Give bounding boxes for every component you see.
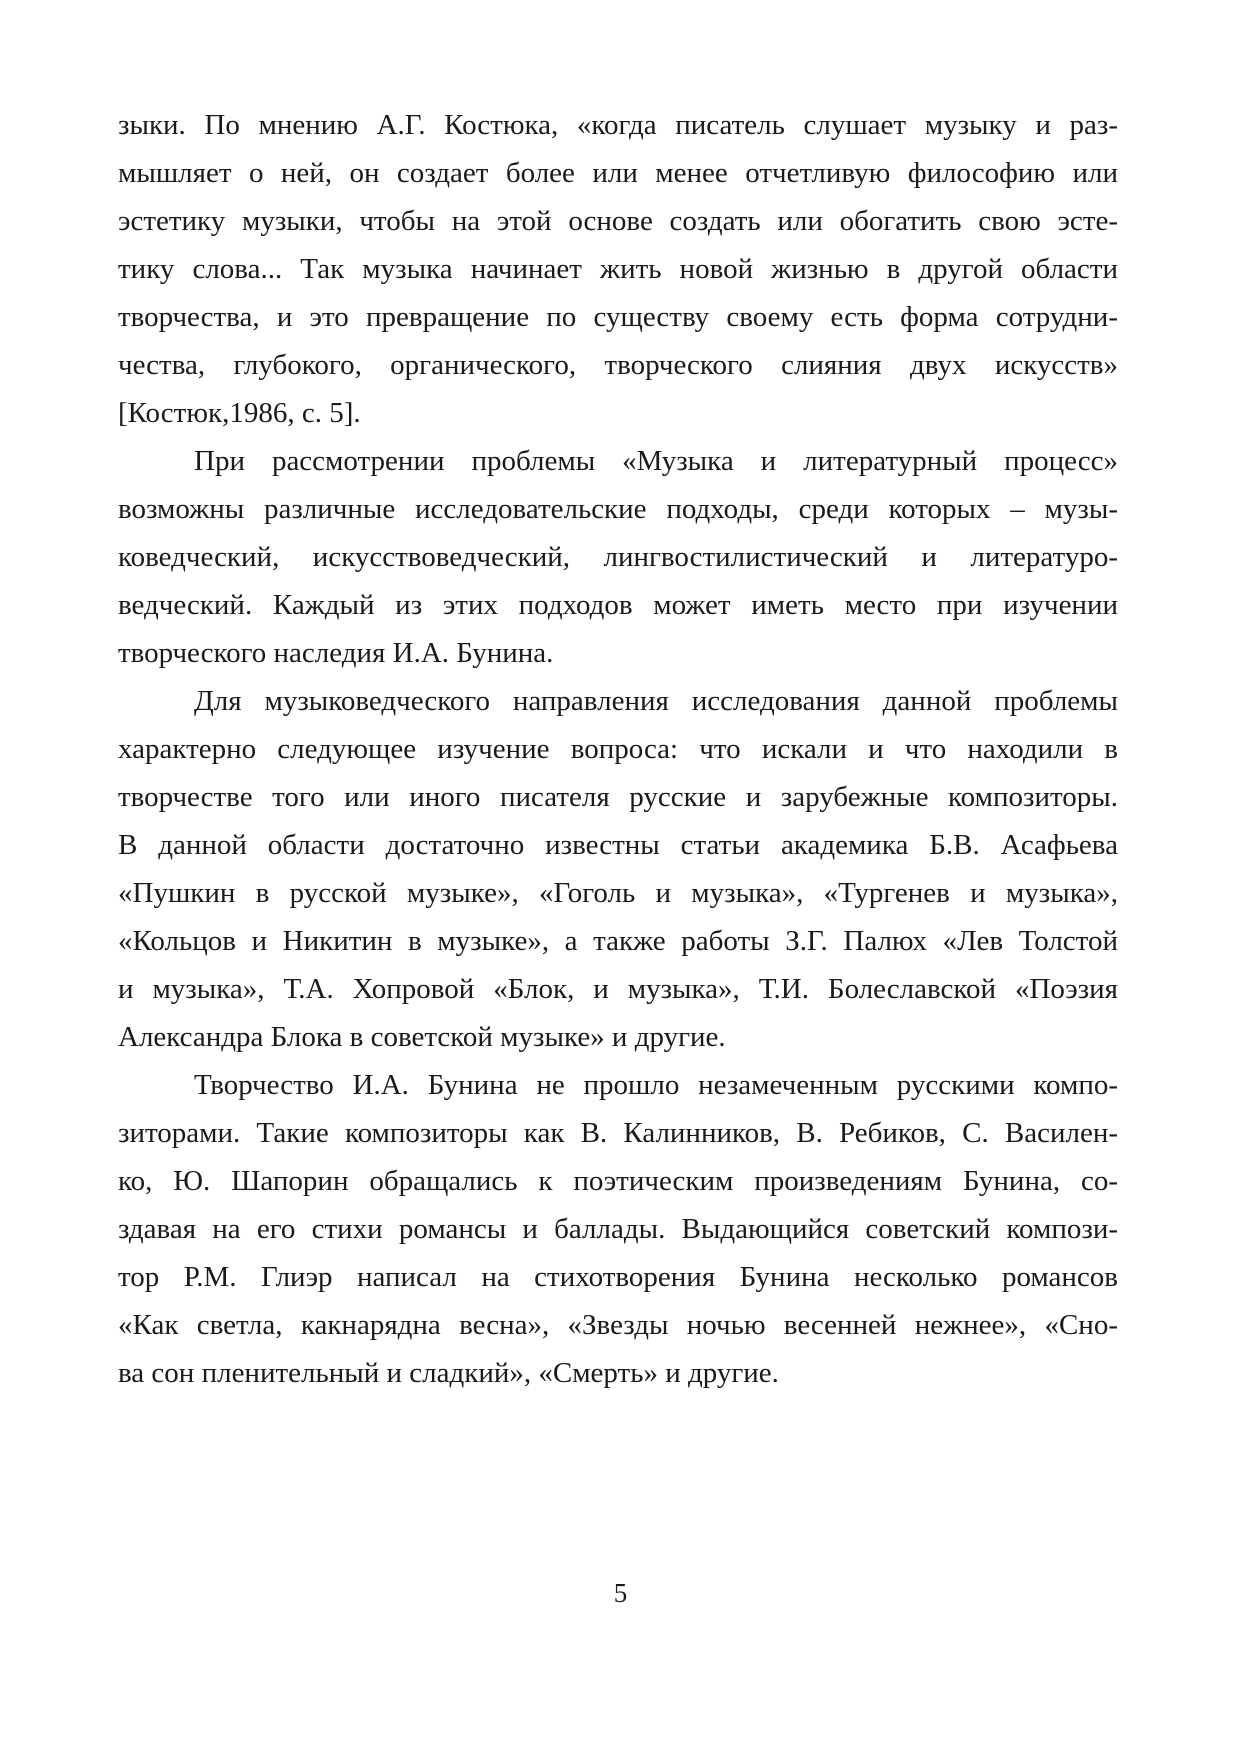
paragraph-first-line: При рассмотрении проблемы «Музыка и литературный процесс» — [194, 445, 1118, 477]
text-line: возможны различные исследовательские подходы, среди которых – музы- — [118, 493, 1118, 525]
paragraph-first-line: Творчество И.А. Бунина не прошло незамеченным русскими компо- — [194, 1069, 1118, 1101]
text-line: тику слова... Так музыка начинает жить новой жизнью в другой области — [118, 253, 1118, 285]
text-line: [Костюк,1986, с. 5]. — [118, 397, 361, 429]
text-line: ва сон пленительный и сладкий», «Смерть» и другие. — [118, 1357, 779, 1389]
text-line: ведческий. Каждый из этих подходов может иметь место при изучении — [118, 589, 1118, 621]
text-line: характерно следующее изучение вопроса: что искали и что находили в — [118, 733, 1118, 765]
text-line: творческого наследия И.А. Бунина. — [118, 637, 554, 669]
text-line: мышляет о ней, он создает более или менее отчетливую философию или — [118, 157, 1118, 189]
text-line: «Пушкин в русской музыке», «Гоголь и музыка», «Тургенев и музыка», — [118, 877, 1118, 909]
text-line: и музыка», Т.А. Хопровой «Блок, и музыка», Т.И. Болеславской «Поэзия — [118, 973, 1118, 1005]
text-line: тор Р.М. Глиэр написал на стихотворения Бунина несколько романсов — [118, 1261, 1118, 1293]
text-line: зиторами. Такие композиторы как В. Калинников, В. Ребиков, С. Василен- — [118, 1117, 1118, 1149]
text-line: ко, Ю. Шапорин обращались к поэтическим произведениям Бунина, со- — [118, 1165, 1118, 1197]
page-number: 5 — [613, 1578, 628, 1608]
text-line: коведческий, искусствоведческий, лингвостилистический и литературо- — [118, 541, 1118, 573]
text-line: Александра Блока в советской музыке» и другие. — [118, 1021, 726, 1053]
text-line: «Как светла, какнарядна весна», «Звезды ночью весенней нежнее», «Сно- — [118, 1309, 1118, 1341]
paragraph-first-line: Для музыковедческого направления исследования данной проблемы — [194, 685, 1118, 717]
text-line: чества, глубокого, органического, творческого слияния двух искусств» — [118, 349, 1118, 381]
text-line: здавая на его стихи романсы и баллады. Выдающийся советский компози- — [118, 1213, 1118, 1245]
text-line: творчестве того или иного писателя русские и зарубежные композиторы. — [118, 781, 1118, 813]
text-line: творчества, и это превращение по существу своему есть форма сотрудни- — [118, 301, 1118, 333]
text-line: В данной области достаточно известны статьи академика Б.В. Асафьева — [118, 829, 1118, 861]
text-line: зыки. По мнению А.Г. Костюка, «когда писатель слушает музыку и раз- — [118, 109, 1118, 141]
text-line: «Кольцов и Никитин в музыке», а также работы З.Г. Палюх «Лев Толстой — [118, 925, 1118, 957]
text-line: эстетику музыки, чтобы на этой основе создать или обогатить свою эсте- — [118, 205, 1118, 237]
